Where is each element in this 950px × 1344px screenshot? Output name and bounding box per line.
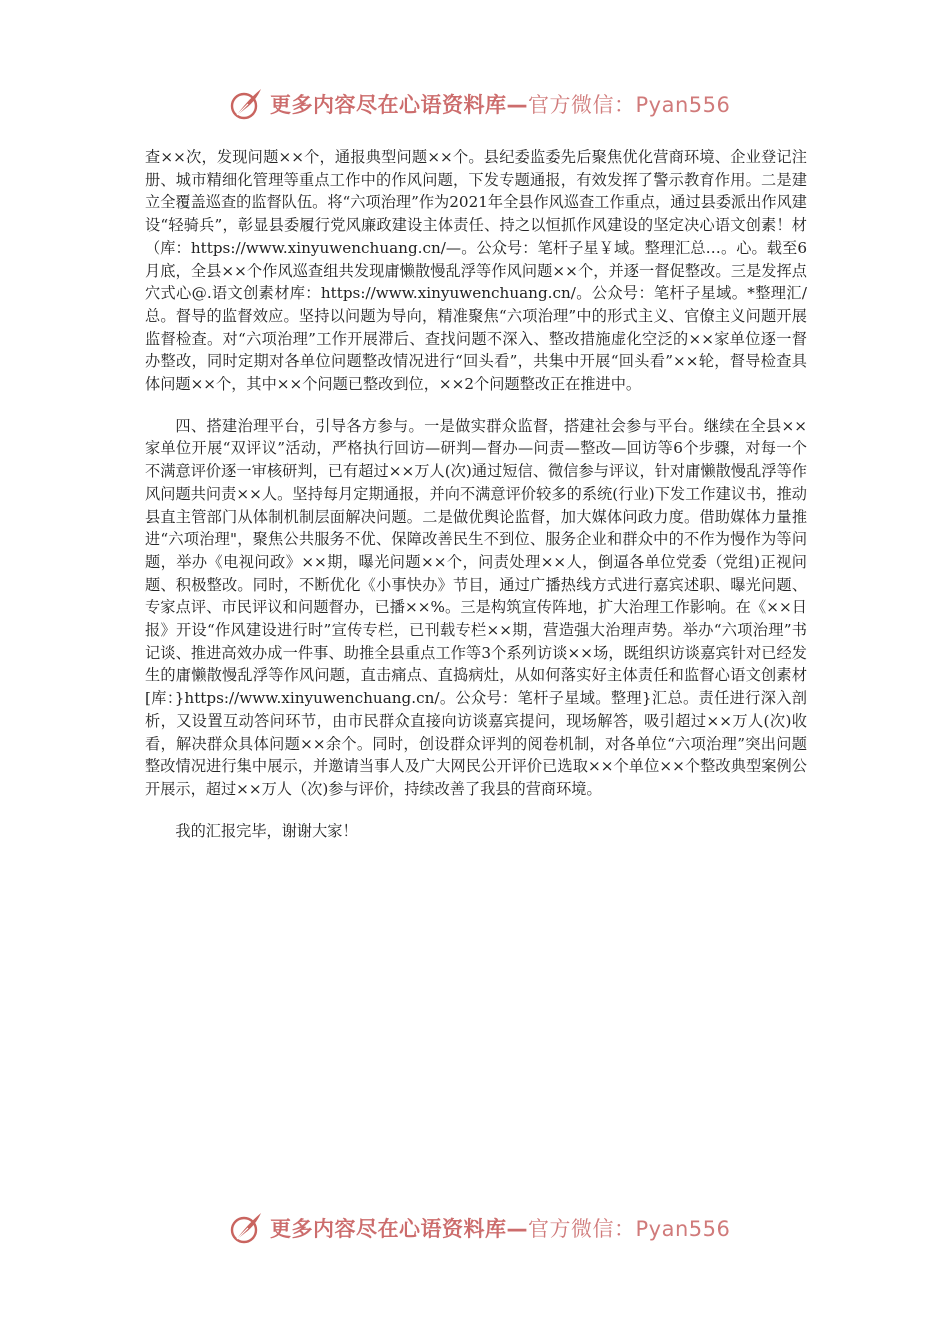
paragraph-1: 查××次，发现问题××个，通报典型问题××个。县纪委监委先后聚焦优化营商环境、企业登记注册、城市精细化管理等重点工作中的作风问题，下发专题通报，有效发挥了警示教育作用。二是建立全覆盖巡查的监督队伍。将“六项治理”作为2021年全县作风巡查工作重点，通过县委派出作风建设“轻骑兵”，彰显县委履行党风廉政建设主体责任、持之以恒抓作风建设的坚定决心语文创素！材（库：https://www.xinyuwenchuang.cn/—。公众号：笔杆子星￥域。整理汇总…。心。载至6月底，全县××个作风巡查组共发现庸懒散慢乱浮等作风问题××个，并逐一督促整改。三是发挥点穴式心@.语文创素材库：https://www.xinyuwenchuang.cn/。公众号：笔杆子星域。*整理汇/总。督导的监督效应。坚持以问题为导向，精准聚焦“六项治理”中的形式主义、官僚主义问题开展监督检查。对“六项治理”工作开展滞后、查找问题不深入、整改措施虚化空泛的××家单位逐一督办整改，同时定期对各单位问题整改情况进行“回头看”，共集中开展“回头看”××轮，督导检查具体问题××个，其中××个问题已整改到位，××2个问题整改正在推进中。 xyxy=(145,148,807,394)
footer-banner-text: 更多内容尽在心语资料库—官方微信：Pyan556 xyxy=(270,1217,731,1241)
header-banner-text: 更多内容尽在心语资料库—官方微信：Pyan556 xyxy=(270,93,731,117)
document-body xyxy=(145,146,807,842)
quill-pen-circle-icon xyxy=(228,86,264,122)
header-banner xyxy=(228,82,730,126)
paragraph-2: 四、搭建治理平台，引导各方参与。一是做实群众监督，搭建社会参与平台。继续在全县××家单位开展“双评议”活动，严格执行回访—研判—督办—问责—整改—回访等6个步骤，对每一个不满意评价逐一审核研判，已有超过××万人(次)通过短信、微信参与评议，针对庸懒散慢乱浮等作风问题共问责××人。坚持每月定期通报，并向不满意评价较多的系统(行业)下发工作建议书，推动县直主管部门从体制机制层面解决问题。二是做优舆论监督，加大媒体问政力度。借助媒体力量推进“六项治理"，聚焦公共服务不优、保障改善民生不到位、服务企业和群众中的不作为慢作为等问题，举办《电视问政》××期，曝光问题××个，问责处理××人，倒逼各单位党委（党组)正视问题、积极整改。同时，不断优化《小事快办》节目，通过广播热线方式进行嘉宾述职、曝光问题、专家点评、市民评议和问题督办，已播××%。三是构筑宣传阵地，扩大治理工作影响。在《××日报》开设“作风建设进行时”宣传专栏，已刊载专栏××期，营造强大治理声势。举办“六项治理”书记谈、推进高效办成一件事、助推全县重点工作等3个系列访谈××场，既组织访谈嘉宾针对已经发生的庸懒散慢乱浮等作风问题，直击痛点、直捣病灶，从如何落实好主体责任和监督心语文创素材[库：}https://www.xinyuwenchuang.cn/。公众号：笔杆子星域。整理}汇总。责任进行深入剖析，又设置互动答问环节，由市民群众直接向访谈嘉宾提问，现场解答，吸引超过××万人(次)收看，解决群众具体问题××余个。同时，创设群众评判的阅卷机制，对各单位“六项治理”突出问题整改情况进行集中展示，并邀请当事人及广大网民公开评价已选取××个单位××个整改典型案例公开展示，超过××万人（次)参与评价，持续改善了我县的营商环境。 xyxy=(145,416,807,798)
quill-pen-circle-icon xyxy=(228,1210,264,1246)
closing-remark: 我的汇报完毕，谢谢大家！ xyxy=(175,821,358,840)
footer-banner xyxy=(228,1206,730,1250)
